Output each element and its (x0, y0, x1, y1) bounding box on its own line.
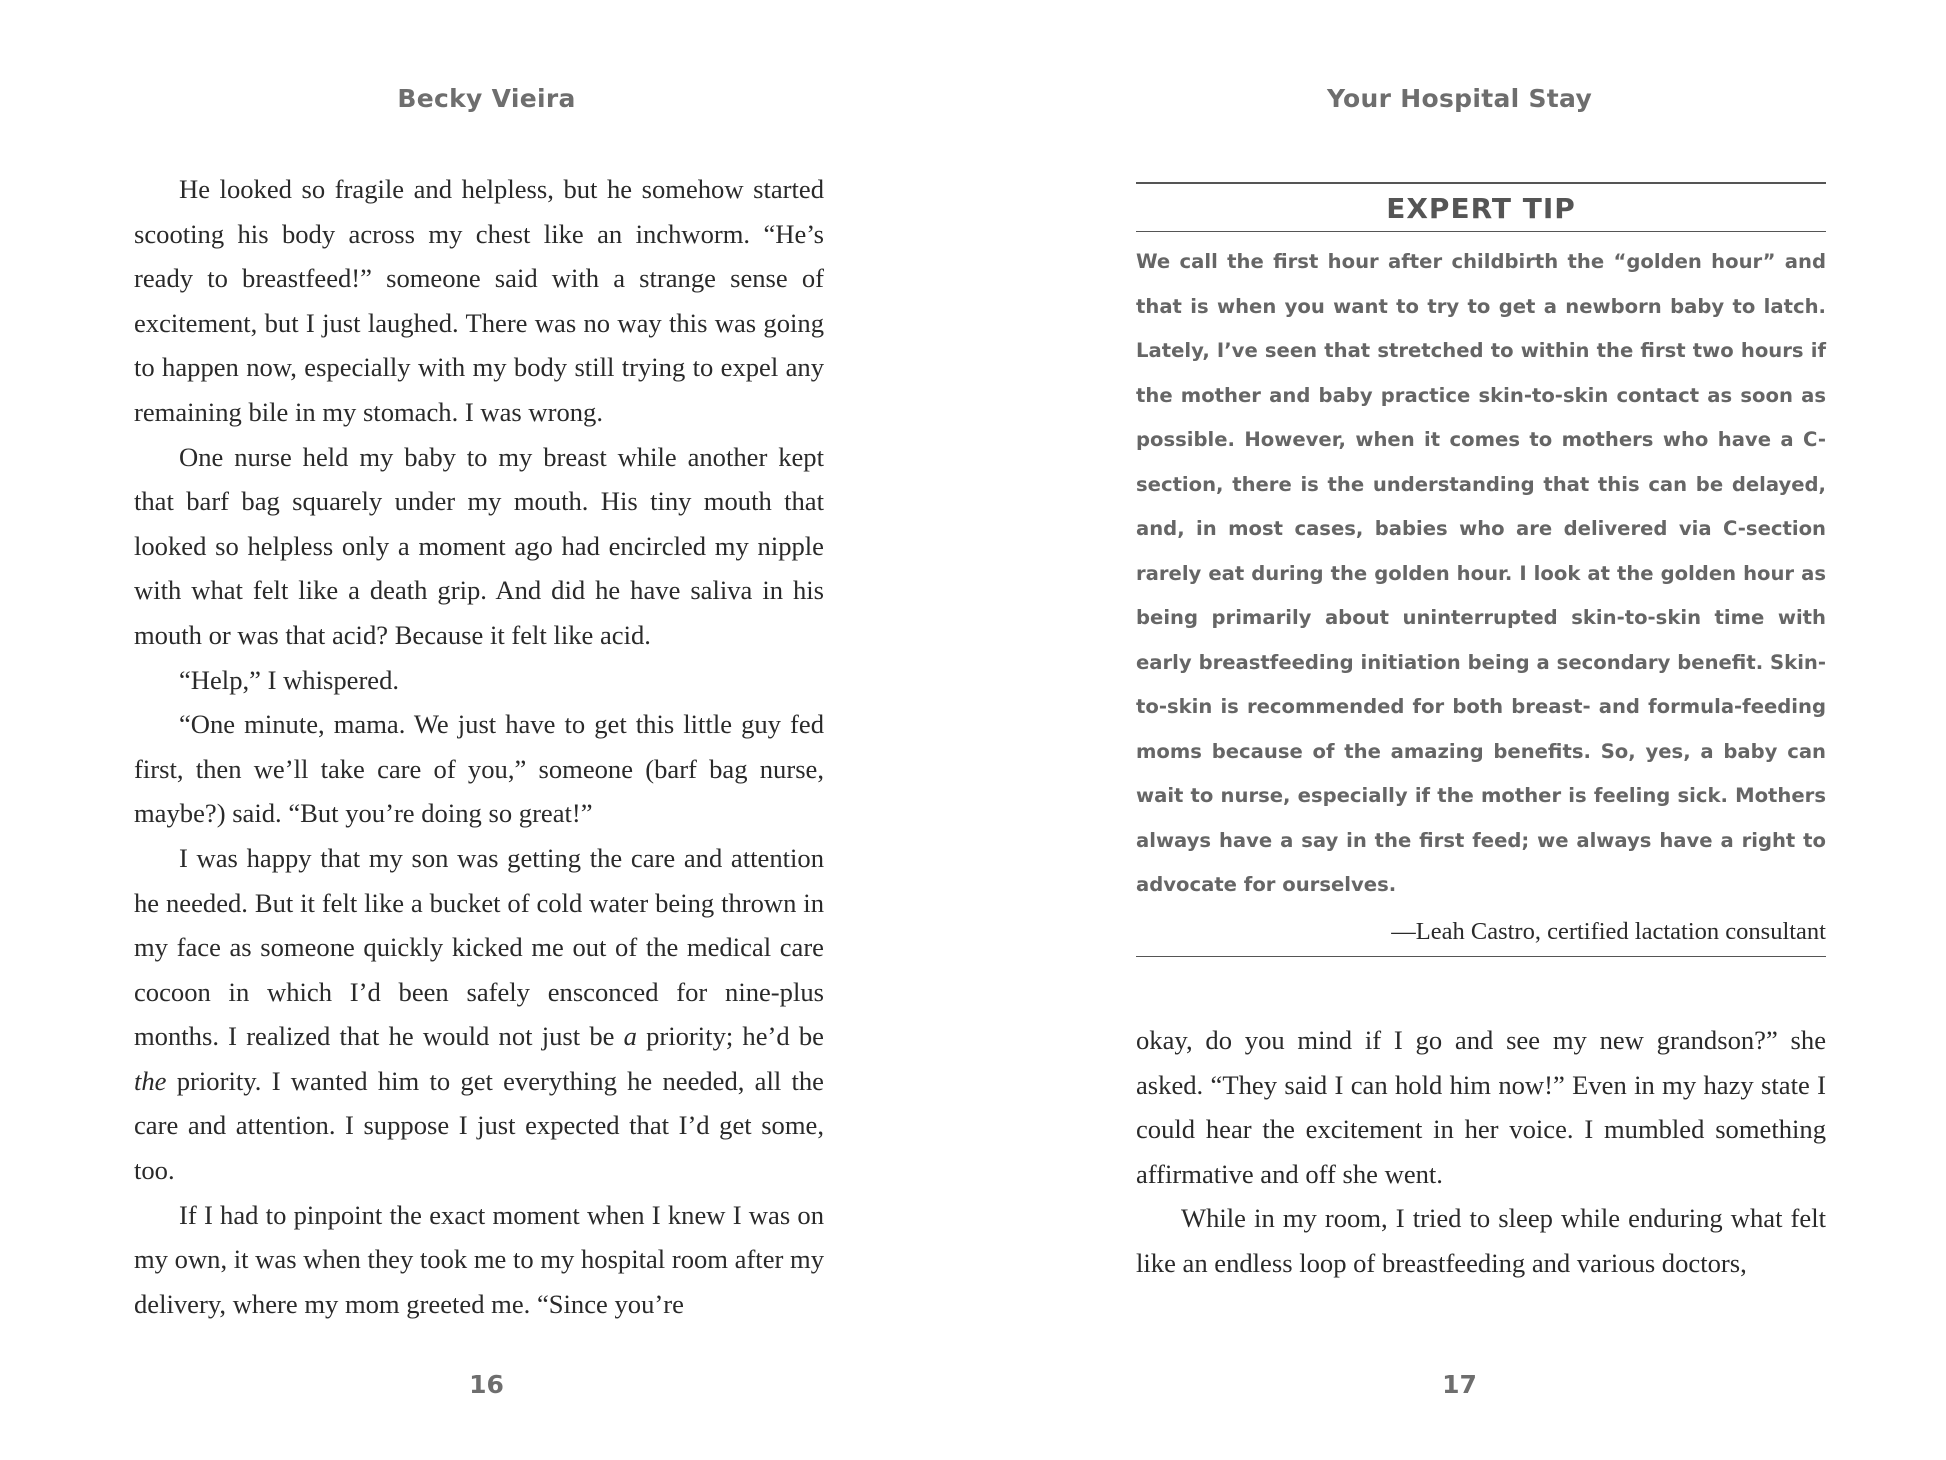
right-paragraph-1: okay, do you mind if I go and see my new grandson?” she asked. “They said I can hold him now!” Even in my hazy state I could hear the excitement in her voice. I mumbled something affirmative and off she went. (1136, 1025, 1826, 1189)
left-body-text (134, 167, 824, 1326)
paragraph-2: One nurse held my baby to my breast while another kept that barf bag squarely under my mouth. His tiny mouth that looked so helpless only a moment ago had encircled my nipple with what felt like a death grip. And did he have saliva in his mouth or was that acid? Because it felt like acid. (134, 441, 824, 650)
running-head-right: Your Hospital Stay (1326, 84, 1593, 113)
paragraph-3: “Help,” I whispered. (179, 664, 400, 695)
expert-tip-attribution: —Leah Castro, certified lactation consultant (1391, 917, 1826, 945)
expert-tip-text: We call the first hour after childbirth the “golden hour” and that is when you want to try to get a newborn baby to latch. Lately, I’ve seen that stretched to within the first two hours if the mother and baby practice skin-to-skin contact as soon as possible. However, when it comes to mothers who have a C-section, there is the understanding that this can be delayed, and, in most cases, babies who are delivered via C-section rarely eat during the golden hour. I look at the golden hour as being primarily about uninterrupted skin-to-skin time with early breastfeeding initiation being a secondary benefit. Skin-to-skin is recommended for both breast- and formula-feeding moms because of the amazing benefits. So, yes, a baby can wait to nurse, especially if the mother is feeling sick. Mothers always have a say in the first feed; we always have a right to advocate for ourselves. (1136, 250, 1826, 896)
expert-tip-box (1136, 182, 1826, 957)
page-number-left: 16 (469, 1370, 504, 1399)
emphasis-the: the (134, 1065, 167, 1096)
emphasis-a: a (623, 1021, 637, 1052)
paragraph-4: “One minute, mama. We just have to get this little guy fed first, then we’ll take care of you,” someone (barf bag nurse, maybe?) said. “But you’re doing so great!” (134, 709, 824, 829)
paragraph-1: He looked so fragile and helpless, but he somehow started scooting his body across my chest like an inchworm. “He’s ready to breastfeed!” someone said with a strange sense of excitement, but I just laughed. There was no way this was going to happen now, especially with my body still trying to expel any remaining bile in my stomach. I was wrong. (134, 174, 824, 427)
tip-bottom-rule (1136, 956, 1826, 957)
tip-title-rule (1136, 231, 1826, 232)
running-head-left: Becky Vieira (397, 84, 576, 113)
paragraph-5-part-a: I was happy that my son was getting the care and attention he needed. But it felt like a bucket of cold water being thrown in my face as someone quickly kicked me out of the medical care cocoon in which I’d been safely ensconced for nine-plus months. I realized that he would not just be (134, 842, 824, 1052)
paragraph-5-part-b: priority; he’d be (636, 1021, 824, 1052)
right-paragraph-2: While in my room, I tried to sleep while enduring what felt like an endless loop of breastfeeding and various doctors, (1136, 1203, 1826, 1278)
expert-tip-title: EXPERT TIP (1386, 192, 1576, 225)
paragraph-5-part-c: priority. I wanted him to get everything he needed, all the care and attention. I suppose I just expected that I’d get some, too. (134, 1065, 824, 1186)
paragraph-5 (134, 836, 824, 1193)
page-number-right: 17 (1442, 1370, 1477, 1399)
paragraph-6: If I had to pinpoint the exact moment when I knew I was on my own, it was when they took me to my hospital room after my delivery, where my mom greeted me. “Since you’re (134, 1199, 824, 1319)
